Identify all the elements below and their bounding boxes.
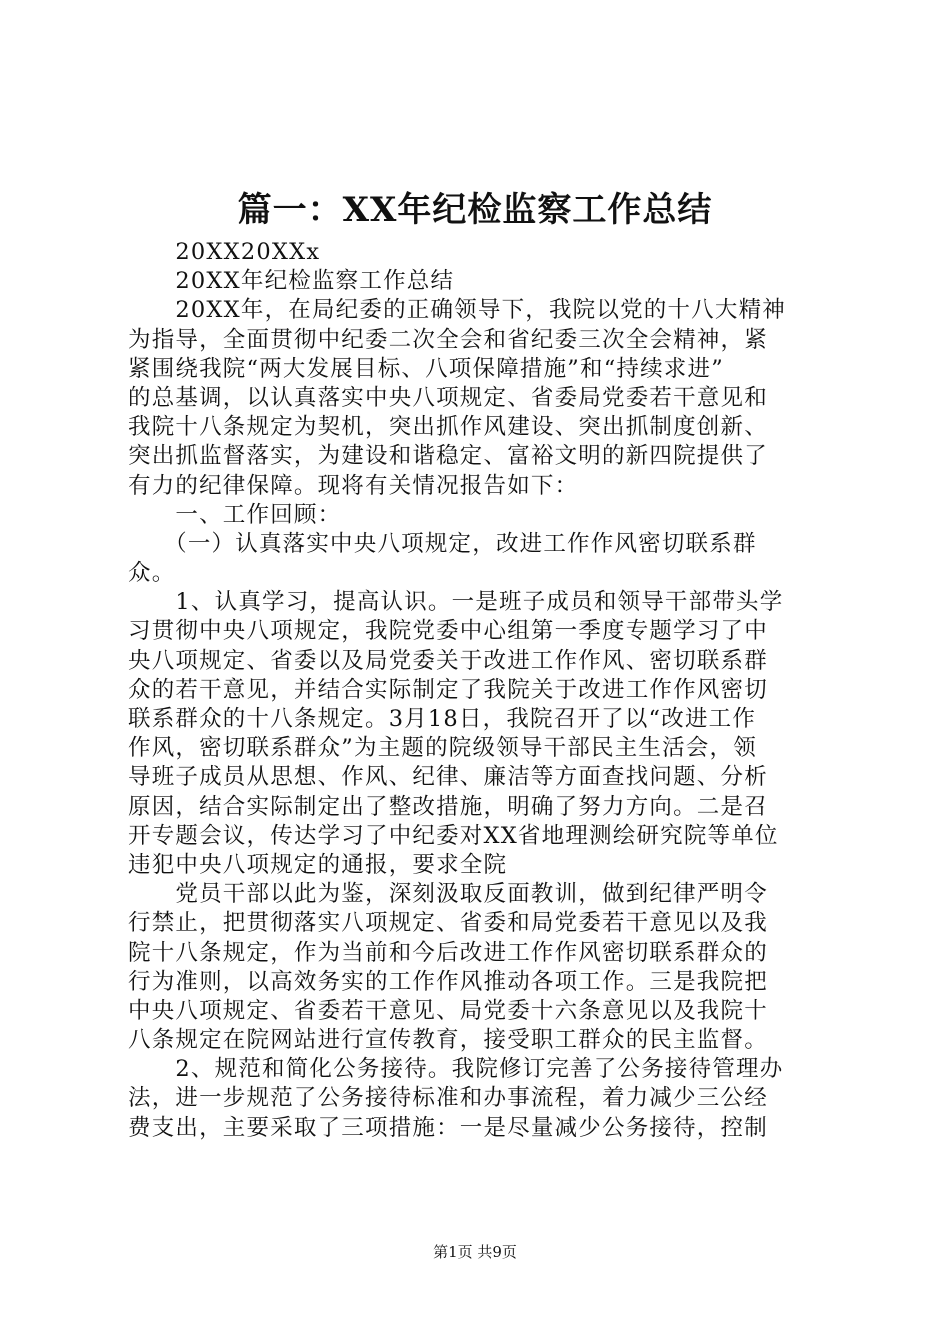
- body-line: 院十八条规定，作为当前和今后改进工作作风密切联系群众的: [128, 939, 768, 966]
- body-line: 1、认真学习，提高认识。一是班子成员和领导干部带头学: [128, 589, 784, 616]
- body-line: 联系群众的十八条规定。3月18日，我院召开了以“改进工作: [128, 706, 757, 732]
- body-line: 众的若干意见，并结合实际制定了我院关于改进工作作风密切: [128, 676, 768, 703]
- body-line: 众。: [128, 560, 176, 587]
- body-line: 2、规范和简化公务接待。我院修订完善了公务接待管理办: [128, 1056, 784, 1083]
- document-title: 篇一：XX年纪检监察工作总结: [237, 190, 713, 230]
- body-line: 紧围绕我院“两大发展目标、八项保障措施”和“持续求进”: [128, 355, 724, 382]
- body-line: 行为准则，以高效务实的工作作风推动各项工作。三是我院把: [128, 968, 768, 995]
- body-line: 原因，结合实际制定出了整改措施，明确了努力方向。二是召: [128, 793, 768, 820]
- body-line: 为指导，全面贯彻中纪委二次全会和省纪委三次全会精神，紧: [128, 326, 768, 353]
- body-line: 违犯中央八项规定的通报，要求全院: [128, 851, 508, 878]
- body-line: 20XX20XXx: [128, 239, 321, 265]
- body-line: 开专题会议，传达学习了中纪委对XX省地理测绘研究院等单位: [128, 822, 779, 849]
- body-line: 有力的纪律保障。现将有关情况报告如下：: [128, 472, 579, 499]
- body-line: 费支出，主要采取了三项措施：一是尽量减少公务接待，控制: [128, 1114, 768, 1141]
- body-line: 20XX年纪检监察工作总结: [128, 268, 455, 295]
- page-footer: 第1页 共9页: [433, 1243, 517, 1261]
- body-line: 我院十八条规定为契机，突出抓作风建设、突出抓制度创新、: [128, 414, 768, 441]
- body-line: 央八项规定、省委以及局党委关于改进工作作风、密切联系群: [128, 647, 768, 674]
- body-line: 一、工作回顾：: [128, 501, 342, 528]
- body-line: 作风，密切联系群众”为主题的院级领导干部民主生活会，领: [128, 735, 757, 762]
- body-line: 八条规定在院网站进行宣传教育，接受职工群众的民主监督。: [128, 1027, 768, 1054]
- body-line: 法，进一步规范了公务接待标准和办事流程，着力减少三公经: [128, 1085, 768, 1112]
- body-line: 导班子成员从思想、作风、纪律、廉洁等方面查找问题、分析: [128, 764, 768, 791]
- body-line: 突出抓监督落实，为建设和谐稳定、富裕文明的新四院提供了: [128, 443, 768, 470]
- body-line: 的总基调，以认真落实中央八项规定、省委局党委若干意见和: [128, 384, 768, 411]
- body-line: （一）认真落实中央八项规定，改进工作作风密切联系群: [128, 530, 757, 557]
- body-line: 党员干部以此为鉴，深刻汲取反面教训，做到纪律严明令: [128, 881, 768, 908]
- body-line: 20XX年，在局纪委的正确领导下，我院以党的十八大精神: [128, 297, 786, 324]
- body-line: 行禁止，把贯彻落实八项规定、省委和局党委若干意见以及我: [128, 910, 768, 937]
- body-line: 习贯彻中央八项规定，我院党委中心组第一季度专题学习了中: [128, 618, 768, 645]
- body-line: 中央八项规定、省委若干意见、局党委十六条意见以及我院十: [128, 997, 768, 1024]
- document-body: [128, 238, 833, 1143]
